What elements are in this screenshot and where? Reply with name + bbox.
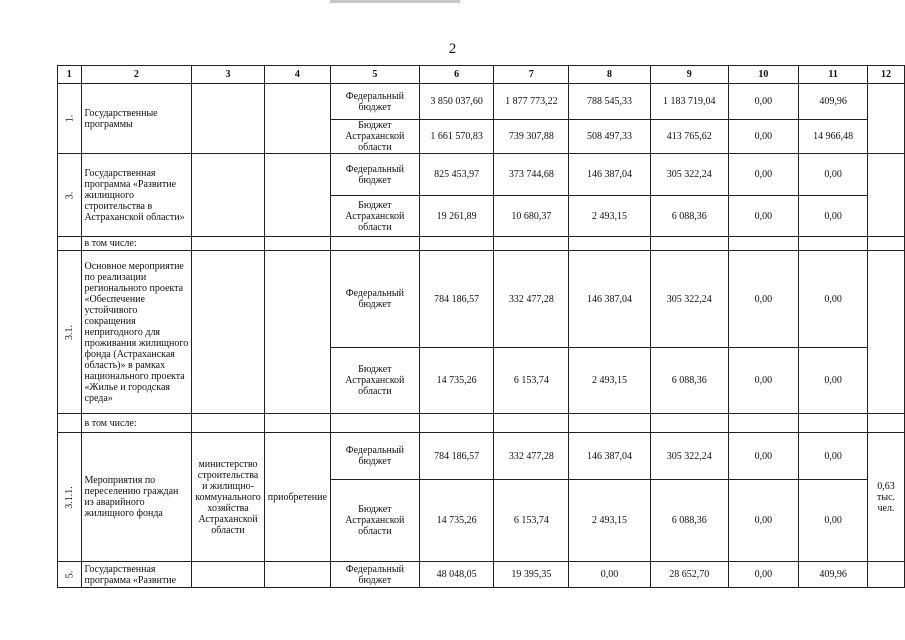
header-cell: 7: [494, 66, 569, 84]
header-cell: 9: [650, 66, 728, 84]
table-row: [58, 154, 905, 196]
empty-cell: [58, 237, 82, 251]
value-col6: 14 735,26: [419, 480, 494, 562]
budget-source: Федеральный бюджет: [330, 433, 419, 480]
value-col9: 413 765,62: [650, 120, 728, 154]
executor: министерство строительства и жилищно-коммунального хозяйства Астраханской области: [192, 433, 264, 562]
empty-cell: [494, 414, 569, 433]
header-cell: 3: [192, 66, 264, 84]
value-col10: 0,00: [728, 562, 799, 588]
empty-cell: [650, 237, 728, 251]
value-col9: 305 322,24: [650, 251, 728, 348]
header-cell: 1: [58, 66, 82, 84]
header-cell: 6: [419, 66, 494, 84]
header-cell: 5: [330, 66, 419, 84]
including-label: в том числе:: [81, 414, 192, 433]
value-col10: 0,00: [728, 84, 799, 120]
value-col7: 19 395,35: [494, 562, 569, 588]
empty-cell: [728, 414, 799, 433]
value-col8: 0,00: [569, 562, 651, 588]
empty-cell: [494, 237, 569, 251]
header-cell: 2: [81, 66, 192, 84]
budget-source: Федеральный бюджет: [330, 84, 419, 120]
value-col7: 6 153,74: [494, 480, 569, 562]
value-col11: 0,00: [799, 251, 868, 348]
including-label: в том числе:: [81, 237, 192, 251]
table-row: [58, 433, 905, 480]
empty-cell: [192, 414, 264, 433]
value-col10: 0,00: [728, 154, 799, 196]
budget-table: [57, 65, 905, 588]
empty-cell: [728, 237, 799, 251]
item-name: Государственная программа «Развитие: [81, 562, 192, 588]
value-col9: 6 088,36: [650, 480, 728, 562]
item-number-text: 5.: [63, 570, 75, 579]
value-col6: 19 261,89: [419, 196, 494, 237]
item-number: [58, 251, 82, 414]
value-col11: 14 966,48: [799, 120, 868, 154]
header-cell: 4: [264, 66, 330, 84]
value-col9: 6 088,36: [650, 196, 728, 237]
form: [264, 251, 330, 414]
value-col7: 1 877 773,22: [494, 84, 569, 120]
item-number-text: 3.1.1.: [63, 485, 75, 509]
result-indicator: 0,63 тыс. чел.: [868, 433, 905, 562]
header-cell: 8: [569, 66, 651, 84]
table-row: [58, 251, 905, 348]
value-col11: 0,00: [799, 154, 868, 196]
header-cell: 11: [799, 66, 868, 84]
empty-cell: [868, 414, 905, 433]
value-col9: 1 183 719,04: [650, 84, 728, 120]
table-row: [58, 84, 905, 120]
empty-cell: [330, 237, 419, 251]
executor: [192, 84, 264, 154]
item-name: Основное мероприятие по реализации регионального проекта «Обеспечение устойчивого сокращения непригодного для проживания жилищного фонда (Астраханская область)» в рамках национального проекта «Жилье и городская среда»: [81, 251, 192, 414]
header-cell: 10: [728, 66, 799, 84]
budget-source: Федеральный бюджет: [330, 251, 419, 348]
value-col8: 146 387,04: [569, 154, 651, 196]
value-col9: 305 322,24: [650, 433, 728, 480]
empty-cell: [799, 237, 868, 251]
empty-cell: [419, 237, 494, 251]
value-col8: 146 387,04: [569, 433, 651, 480]
empty-cell: [419, 414, 494, 433]
value-col8: 146 387,04: [569, 251, 651, 348]
empty-cell: [264, 414, 330, 433]
value-col6: 3 850 037,60: [419, 84, 494, 120]
form: приобретение: [264, 433, 330, 562]
executor: [192, 251, 264, 414]
executor: [192, 154, 264, 237]
item-number-text: 3.: [63, 191, 75, 199]
empty-cell: [569, 414, 651, 433]
form: [264, 84, 330, 154]
value-col10: 0,00: [728, 120, 799, 154]
budget-source: Федеральный бюджет: [330, 562, 419, 588]
value-col11: 0,00: [799, 196, 868, 237]
value-col9: 6 088,36: [650, 348, 728, 414]
result-indicator: [868, 84, 905, 154]
empty-cell: [799, 414, 868, 433]
form: [264, 154, 330, 237]
value-col8: 508 497,33: [569, 120, 651, 154]
value-col6: 14 735,26: [419, 348, 494, 414]
value-col7: 10 680,37: [494, 196, 569, 237]
value-col10: 0,00: [728, 196, 799, 237]
value-col7: 373 744,68: [494, 154, 569, 196]
empty-cell: [569, 237, 651, 251]
value-col7: 739 307,88: [494, 120, 569, 154]
including-row: [58, 237, 905, 251]
empty-cell: [264, 237, 330, 251]
item-name: Государственная программа «Развитие жилищного строительства в Астраханской области»: [81, 154, 192, 237]
value-col11: 0,00: [799, 480, 868, 562]
value-col6: 825 453,97: [419, 154, 494, 196]
empty-cell: [868, 237, 905, 251]
value-col11: 0,00: [799, 348, 868, 414]
item-name: Государственные программы: [81, 84, 192, 154]
value-col7: 6 153,74: [494, 348, 569, 414]
value-col6: 784 186,57: [419, 251, 494, 348]
budget-source: Бюджет Астраханской области: [330, 120, 419, 154]
value-col11: 0,00: [799, 433, 868, 480]
value-col8: 2 493,15: [569, 480, 651, 562]
value-col6: 784 186,57: [419, 433, 494, 480]
value-col7: 332 477,28: [494, 433, 569, 480]
value-col7: 332 477,28: [494, 251, 569, 348]
executor: [192, 562, 264, 588]
value-col8: 2 493,15: [569, 196, 651, 237]
value-col6: 1 661 570,83: [419, 120, 494, 154]
result-indicator: [868, 154, 905, 237]
value-col11: 409,96: [799, 562, 868, 588]
value-col11: 409,96: [799, 84, 868, 120]
empty-cell: [650, 414, 728, 433]
value-col9: 28 652,70: [650, 562, 728, 588]
value-col8: 2 493,15: [569, 348, 651, 414]
value-col6: 48 048,05: [419, 562, 494, 588]
item-number: [58, 562, 82, 588]
budget-source: Бюджет Астраханской области: [330, 480, 419, 562]
including-row: [58, 414, 905, 433]
value-col10: 0,00: [728, 251, 799, 348]
empty-cell: [192, 237, 264, 251]
page-number: 2: [448, 41, 457, 57]
value-col10: 0,00: [728, 348, 799, 414]
value-col10: 0,00: [728, 480, 799, 562]
item-number-text: 3.1.: [63, 324, 75, 340]
value-col9: 305 322,24: [650, 154, 728, 196]
header-row: [58, 66, 905, 84]
item-name: Мероприятия по переселению граждан из аварийного жилищного фонда: [81, 433, 192, 562]
scan-artifact: [330, 0, 460, 3]
budget-source: Бюджет Астраханской области: [330, 348, 419, 414]
form: [264, 562, 330, 588]
value-col10: 0,00: [728, 433, 799, 480]
result-indicator: [868, 251, 905, 414]
result-indicator: [868, 562, 905, 588]
item-number: [58, 154, 82, 237]
empty-cell: [58, 414, 82, 433]
header-cell: 12: [868, 66, 905, 84]
item-number: [58, 433, 82, 562]
item-number-text: 1.: [63, 114, 75, 123]
item-number: [58, 84, 82, 154]
budget-source: Бюджет Астраханской области: [330, 196, 419, 237]
table-row: [58, 562, 905, 588]
budget-source: Федеральный бюджет: [330, 154, 419, 196]
empty-cell: [330, 414, 419, 433]
value-col8: 788 545,33: [569, 84, 651, 120]
